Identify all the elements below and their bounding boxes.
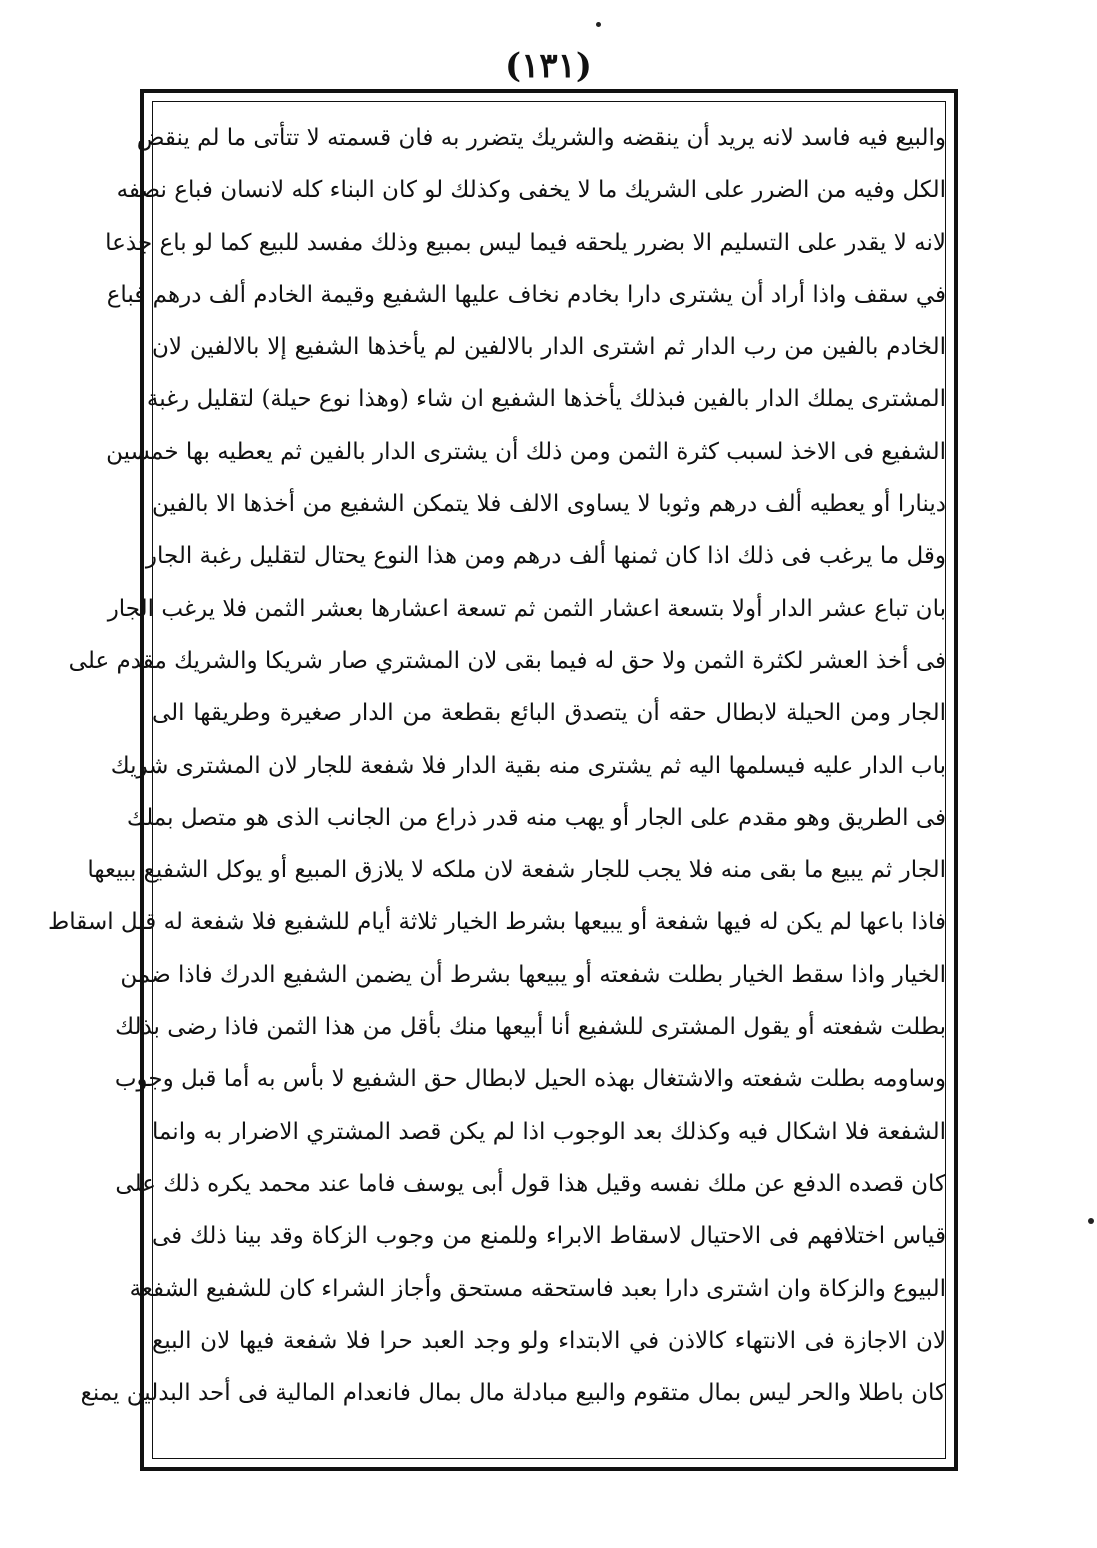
- text-line: المشترى يملك الدار بالفين فبذلك يأخذها الشفيع ان شاء (وهذا نوع حيلة) لتقليل رغبة: [146, 386, 946, 413]
- text-line: البيوع والزكاة وان اشترى دارا بعبد فاستحقه مستحق وأجاز الشراء كان للشفيع الشفعة: [129, 1275, 946, 1302]
- text-line: وقل ما يرغب فى ذلك اذا كان ثمنها ألف درهم ومن هذا النوع يحتال لتقليل رغبة الجار: [145, 543, 946, 570]
- text-line: الكل وفيه من الضرر على الشريك ما لا يخفى وكذلك لو كان البناء كله لانسان فباع نصفه: [116, 177, 946, 204]
- text-line: وساومه بطلت شفعته والاشتغال بهذه الحيل لابطال حق الشفيع لا بأس به أما قبل وجوب: [114, 1066, 946, 1093]
- text-line: كان قصده الدفع عن ملك نفسه وقيل هذا قول أبى يوسف فاما عند محمد يكره ذلك على: [115, 1170, 946, 1197]
- text-line: والبيع فيه فاسد لانه يريد أن ينقضه والشريك يتضرر به فان قسمته لا تتأتى ما لم ينقض: [136, 125, 946, 151]
- margin-ink-dot: [1088, 1218, 1094, 1224]
- text-line: فى الطريق وهو مقدم على الجار أو يهب منه قدر ذراع من الجانب الذى هو متصل بملك: [126, 804, 946, 831]
- text-line: فاذا باعها لم يكن له فيها شفعة أو يبيعها بشرط الخيار ثلاثة أيام للشفيع فلا شفعة له قبل اسقاط: [48, 909, 946, 936]
- text-line: بان تباع عشر الدار أولا بتسعة اعشار الثمن ثم تسعة اعشارها بعشر الثمن فلا يرغب الجار: [107, 595, 946, 622]
- text-line: بطلت شفعته أو يقول المشترى للشفيع أنا أبيعها منك بأقل من هذا الثمن فاذا رضى بذلك: [115, 1014, 946, 1041]
- page-number: (١٣١): [505, 46, 592, 86]
- body-text: [48, 112, 946, 1419]
- text-line: الخيار واذا سقط الخيار بطلت شفعته أو يبيعها بشرط أن يضمن الشفيع الدرك فاذا ضمن: [120, 961, 946, 988]
- text-line: الشفعة فلا اشكال فيه وكذلك بعد الوجوب اذا لم يكن قصد المشتري الاضرار به وانما: [152, 1118, 946, 1145]
- text-line: الخادم بالفين من رب الدار ثم اشترى الدار بالالفين لم يأخذها الشفيع إلا بالالفين لان: [152, 334, 946, 361]
- text-line: الجار ثم يبيع ما بقى منه فلا يجب للجار شفعة لان ملكه لا يلازق المبيع أو يوكل الشفيع ببيعها: [87, 857, 946, 884]
- text-line: الشفيع فى الاخذ لسبب كثرة الثمن ومن ذلك أن يشترى الدار بالفين ثم يعطيه بها خمسين: [106, 438, 946, 465]
- text-line: فى أخذ العشر لكثرة الثمن ولا حق له فيما بقى لان المشتري صار شريكا والشريك مقدم على: [68, 647, 946, 674]
- text-line: الجار ومن الحيلة لابطال حقه أن يتصدق البائع بقطعة من الدار صغيرة وطريقها الى: [152, 700, 946, 727]
- text-line: في سقف واذا أراد أن يشترى دارا بخادم نخاف عليها الشفيع وقيمة الخادم ألف درهم فباع: [106, 281, 946, 308]
- text-line: لان الاجازة فى الانتهاء كالاذن في الابتداء ولو وجد العبد حرا فلا شفعة فيها لان البيع: [152, 1327, 946, 1354]
- text-line: باب الدار عليه فيسلمها اليه ثم يشترى منه بقية الدار فلا شفعة للجار لان المشترى شريك: [110, 752, 946, 779]
- text-line: كان باطلا والحر ليس بمال متقوم والبيع مبادلة مال بمال فانعدام المالية فى أحد البدلين يمنع: [80, 1380, 946, 1407]
- text-line: قياس اختلافهم فى الاحتيال لاسقاط الابراء وللمنع من وجوب الزكاة وقد بينا ذلك فى: [152, 1223, 946, 1250]
- text-line: لانه لا يقدر على التسليم الا بضرر يلحقه فيما ليس بمبيع وذلك مفسد للبيع كما لو باع جذعا: [105, 229, 946, 256]
- text-line: دينارا أو يعطيه ألف درهم وثوبا لا يساوى الالف فلا يتمكن الشفيع من أخذها الا بالفين: [152, 491, 946, 518]
- top-ink-dot: [596, 22, 601, 27]
